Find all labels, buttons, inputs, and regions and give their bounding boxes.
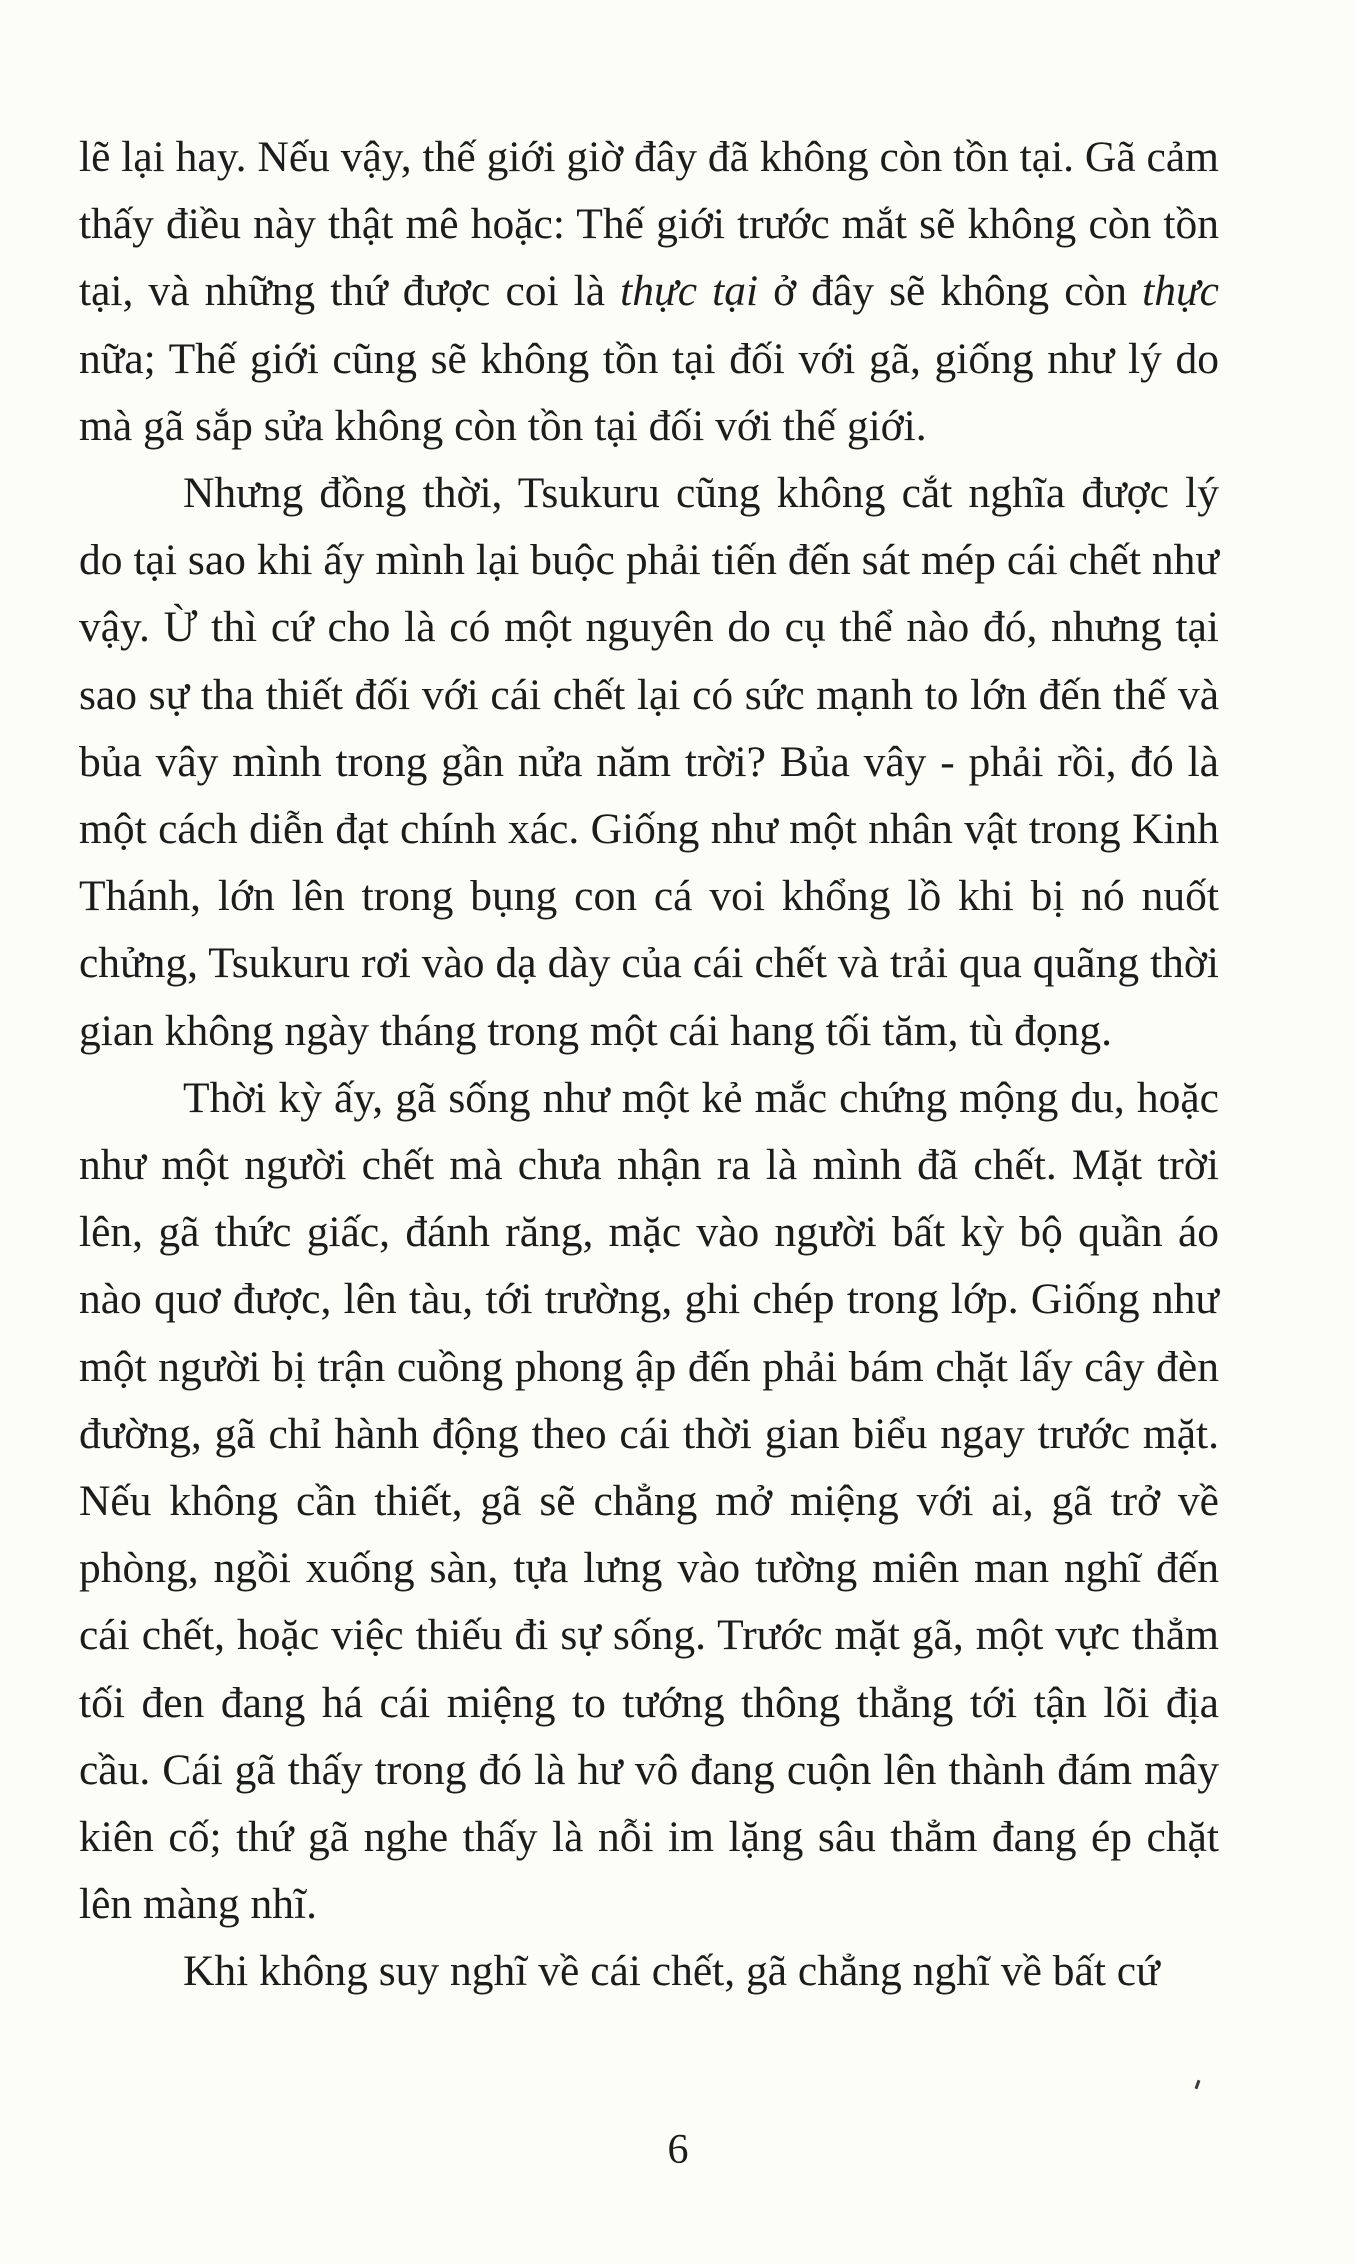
paragraph-1 [79, 124, 1219, 460]
paragraph-1-text-c: nữa; Thế giới cũng sẽ không tồn tại đối với gã, giống như lý do mà gã sắp sửa không còn tồn tại đối với thế giới. [79, 334, 1219, 450]
paragraph-3: Thời kỳ ấy, gã sống như một kẻ mắc chứng mộng du, hoặc như một người chết mà chưa nhận ra là mình đã chết. Mặt trời lên, gã thức giấc, đánh răng, mặc vào người bất kỳ bộ quần áo nào quơ được, lên tàu, tới trường, ghi chép trong lớp. Giống như một người bị trận cuồng phong ập đến phải bám chặt lấy cây đèn đường, gã chỉ hành động theo cái thời gian biểu ngay trước mặt. Nếu không cần thiết, gã sẽ chẳng mở miệng với ai, gã trở về phòng, ngồi xuống sàn, tựa lưng vào tường miên man nghĩ đến cái chết, hoặc việc thiếu đi sự sống. Trước mặt gã, một vực thẳm tối đen đang há cái miệng to tướng thông thẳng tới tận lõi địa cầu. Cái gã thấy trong đó là hư vô đang cuộn lên thành đám mây kiên cố; thứ gã nghe thấy là nỗi im lặng sâu thẳm đang ép chặt lên màng nhĩ. [79, 1073, 1219, 1929]
paragraph-1-text-a: lẽ lại hay. Nếu vậy, thế giới giờ đây đã không còn tồn tại. Gã cảm thấy điều này thật mê hoặc: Thế giới trước mắt sẽ không còn tồn tại, và những thứ được coi là [79, 133, 1219, 316]
italic-thuc-tai: thực tại [620, 267, 759, 316]
paragraph-1-text-b: ở đây sẽ không còn [758, 267, 1143, 316]
paragraph-2: Nhưng đồng thời, Tsukuru cũng không cắt nghĩa được lý do tại sao khi ấy mình lại buộc phải tiến đến sát mép cái chết như vậy. Ừ thì cứ cho là có một nguyên do cụ thể nào đó, nhưng tại sao sự tha thiết đối với cái chết lại có sức mạnh to lớn đến thế và bủa vây mình trong gần nửa năm trời? Bủa vây - phải rồi, đó là một cách diễn đạt chính xác. Giống như một nhân vật trong Kinh Thánh, lớn lên trong bụng con cá voi khổng lồ khi bị nó nuốt chửng, Tsukuru rơi vào dạ dày của cái chết và trải qua quãng thời gian không ngày tháng trong một cái hang tối tăm, tù đọng. [79, 469, 1219, 1055]
page-number: 6 [667, 2127, 689, 2173]
italic-thuc: thực [1142, 267, 1219, 316]
paragraph-4: Khi không suy nghĩ về cái chết, gã chẳng nghĩ về bất cứ [183, 1947, 1160, 1996]
ink-speck [1195, 2080, 1201, 2089]
body-text [79, 124, 1219, 2006]
